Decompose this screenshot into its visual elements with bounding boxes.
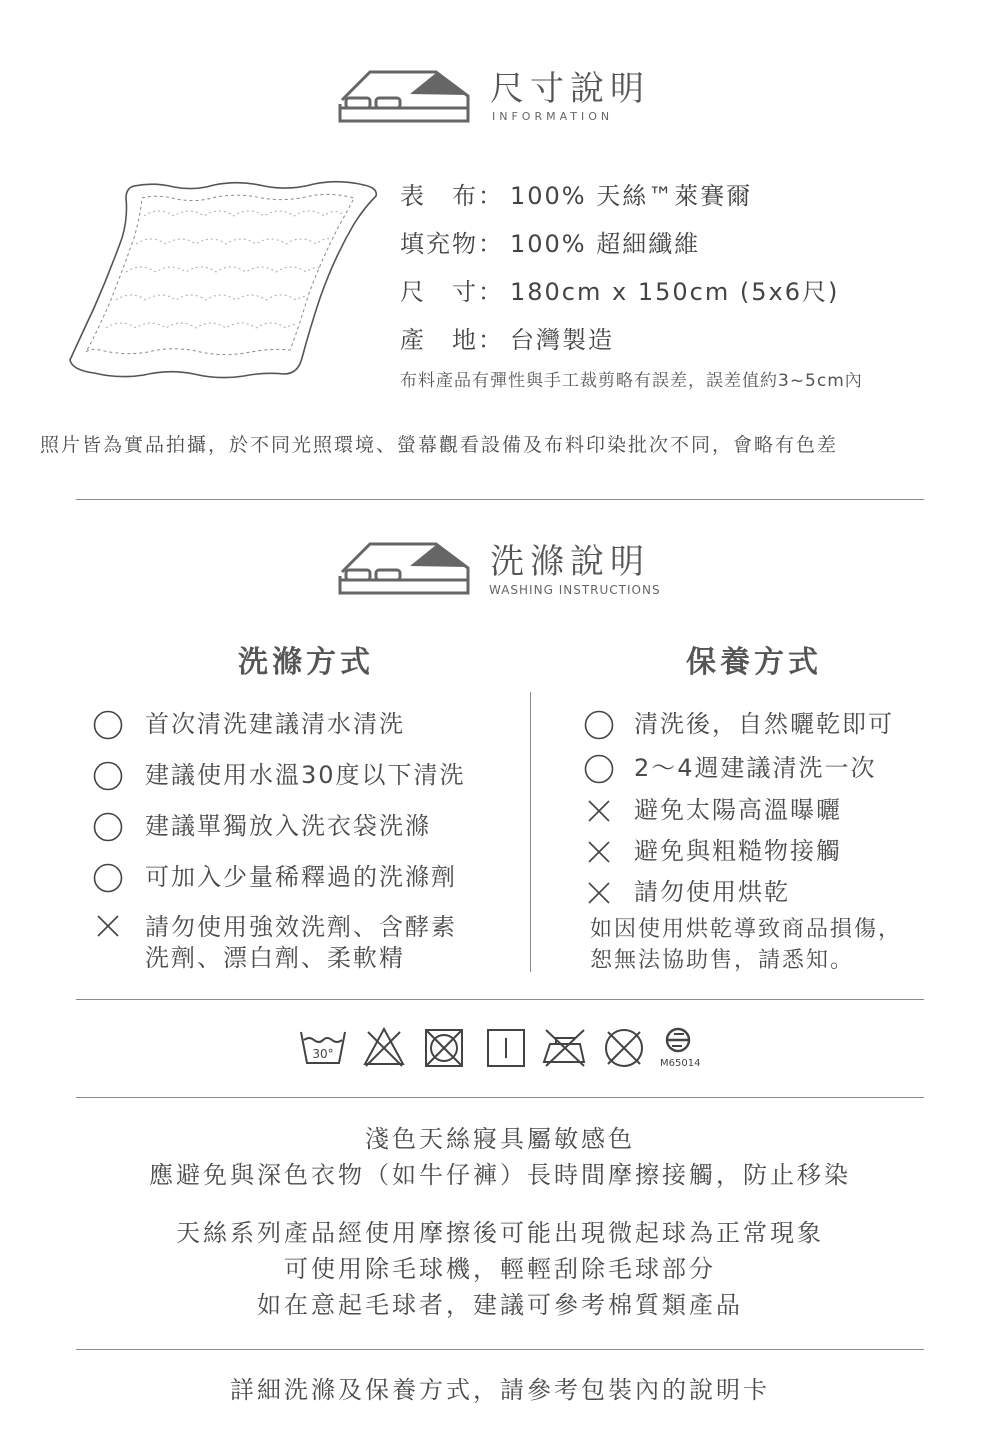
list-item: 清洗後，自然曬乾即可 <box>584 709 894 740</box>
no-dry-clean-icon <box>602 1026 646 1070</box>
care-method-title: 保養方式 <box>686 645 822 680</box>
washing-section-subtitle: WASHING INSTRUCTIONS <box>489 583 661 597</box>
wash-30-icon <box>298 1028 348 1068</box>
circle-icon <box>93 863 123 893</box>
certification-mark-icon <box>660 1026 704 1070</box>
sensitive-color-note: 淺色天絲寢具屬敏感色 <box>365 1125 635 1153</box>
spec-fabric: 表 布： 100% 天絲™萊賽爾 <box>400 182 753 210</box>
circle-icon <box>93 812 123 842</box>
spec-filling: 填充物： 100% 超細纖維 <box>400 230 701 258</box>
divider <box>76 499 924 500</box>
spec-size: 尺 寸： 180cm x 150cm (5x6尺) <box>400 278 840 306</box>
bed-logo-icon <box>336 64 472 126</box>
washing-section-title: 洗滌說明 <box>490 542 650 582</box>
no-tumble-dry-icon <box>424 1028 464 1068</box>
footer-note: 詳細洗滌及保養方式，請參考包裝內的說明卡 <box>230 1376 770 1404</box>
circle-icon <box>93 710 123 740</box>
cross-icon <box>584 878 614 908</box>
list-item: 建議單獨放入洗衣袋洗滌 <box>93 811 431 842</box>
cotton-suggestion-note: 如在意起毛球者，建議可參考棉質類產品 <box>257 1291 743 1319</box>
dryer-warning: 如因使用烘乾導致商品損傷， 恕無法協助售，請悉知。 <box>590 917 903 973</box>
cross-icon <box>584 837 614 867</box>
photo-color-note: 照片皆為實品拍攝，於不同光照環境、螢幕觀看設備及布料印染批次不同，會略有色差 <box>40 434 839 456</box>
size-section-title: 尺寸說明 <box>490 69 650 109</box>
svg-text:M65014: M65014 <box>660 1058 701 1069</box>
list-item: 建議使用水溫30度以下清洗 <box>93 760 466 791</box>
color-transfer-note: 應避免與深色衣物（如牛仔褲）長時間摩擦接觸，防止移染 <box>149 1161 851 1189</box>
column-divider <box>530 692 531 972</box>
circle-icon <box>584 754 614 784</box>
pilling-remedy-note: 可使用除毛球機，輕輕刮除毛球部分 <box>284 1255 716 1283</box>
divider <box>76 1097 924 1098</box>
divider <box>76 1349 924 1350</box>
svg-text:30°: 30° <box>312 1047 334 1061</box>
divider <box>76 999 924 1000</box>
size-section-subtitle: INFORMATION <box>492 110 614 123</box>
wash-method-title: 洗滌方式 <box>238 645 374 680</box>
list-item: 避免與粗糙物接觸 <box>584 836 842 867</box>
list-item: 可加入少量稀釋過的洗滌劑 <box>93 862 457 893</box>
list-item: 請勿使用烘乾 <box>584 877 790 908</box>
list-item: 2～4週建議清洗一次 <box>584 753 877 784</box>
bed-logo-icon <box>336 536 472 598</box>
cross-icon <box>584 796 614 826</box>
list-item: 請勿使用強效洗劑、含酵素 洗劑、漂白劑、柔軟精 <box>93 912 457 974</box>
circle-icon <box>93 761 123 791</box>
spec-origin: 產 地： 台灣製造 <box>400 326 614 354</box>
spec-tolerance-note: 布料產品有彈性與手工裁剪略有誤差，誤差值約3~5cm內 <box>400 371 863 391</box>
cross-icon <box>93 911 123 941</box>
pilling-note: 天絲系列產品經使用摩擦後可能出現微起球為正常現象 <box>176 1219 824 1247</box>
circle-icon <box>584 710 614 740</box>
quilt-illustration <box>64 178 384 380</box>
no-iron-icon <box>540 1026 588 1070</box>
line-dry-icon <box>486 1028 526 1068</box>
list-item: 避免太陽高溫曝曬 <box>584 795 842 826</box>
no-bleach-icon <box>362 1026 406 1068</box>
list-item: 首次清洗建議清水清洗 <box>93 709 405 740</box>
